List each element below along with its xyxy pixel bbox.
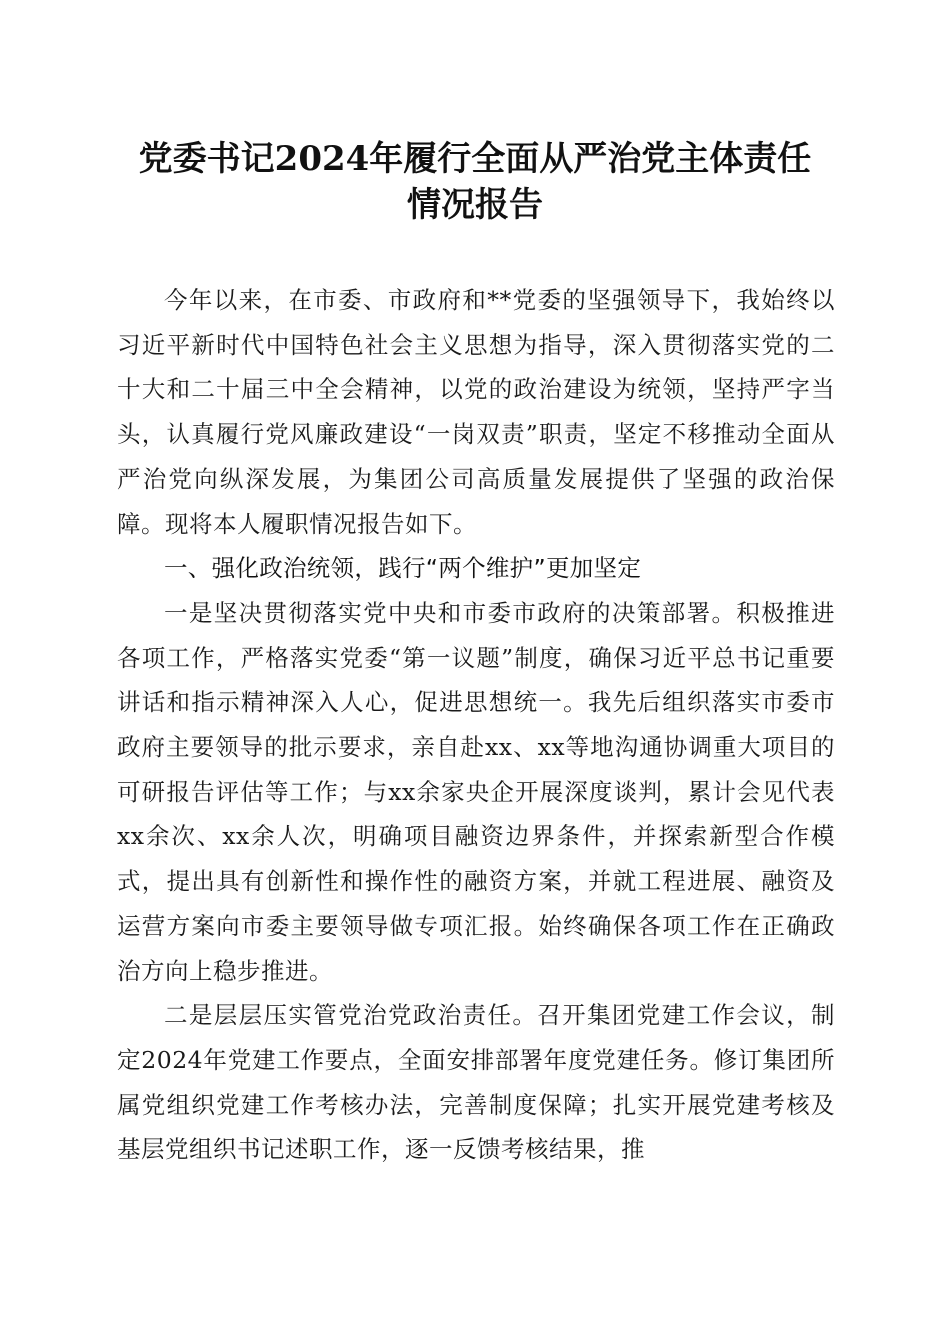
document-body xyxy=(117,278,835,1172)
paragraph-1: 一是坚决贯彻落实党中央和市委市政府的决策部署。积极推进各项工作，严格落实党委“第一议题”制度，确保习近平总书记重要讲话和指示精神深入人心，促进思想统一。我先后组织落实市委市政府主要领导的批示要求，亲自赴xx、xx等地沟通协调重大项目的可研报告评估等工作；与xx余家央企开展深度谈判，累计会见代表xx余次、xx余人次，明确项目融资边界条件，并探索新型合作模式，提出具有创新性和操作性的融资方案，并就工程进展、融资及运营方案向市委主要领导做专项汇报。始终确保各项工作在正确政治方向上稳步推进。 xyxy=(117,598,835,985)
paragraph-2: 二是层层压实管党治党政治责任。召开集团党建工作会议，制定2024年党建工作要点，全面安排部署年度党建任务。修订集团所属党组织党建工作考核办法，完善制度保障；扎实开展党建考核及基层党组织书记述职工作，逐一反馈考核结果，推 xyxy=(117,1001,835,1164)
document-title-line-2: 情况报告 xyxy=(407,185,543,225)
document-title-line-1: 党委书记2024年履行全面从严治党主体责任 xyxy=(138,139,812,179)
section-heading-1: 一、强化政治统领，践行“两个维护”更加坚定 xyxy=(164,554,642,583)
paragraph-intro: 今年以来，在市委、市政府和**党委的坚强领导下，我始终以习近平新时代中国特色社会主义思想为指导，深入贯彻落实党的二十大和二十届三中全会精神，以党的政治建设为统领，坚持严字当头，认真履行党风廉政建设“一岗双责”职责，坚定不移推动全面从严治党向纵深发展，为集团公司高质量发展提供了坚强的政治保障。现将本人履职情况报告如下。 xyxy=(117,286,835,538)
